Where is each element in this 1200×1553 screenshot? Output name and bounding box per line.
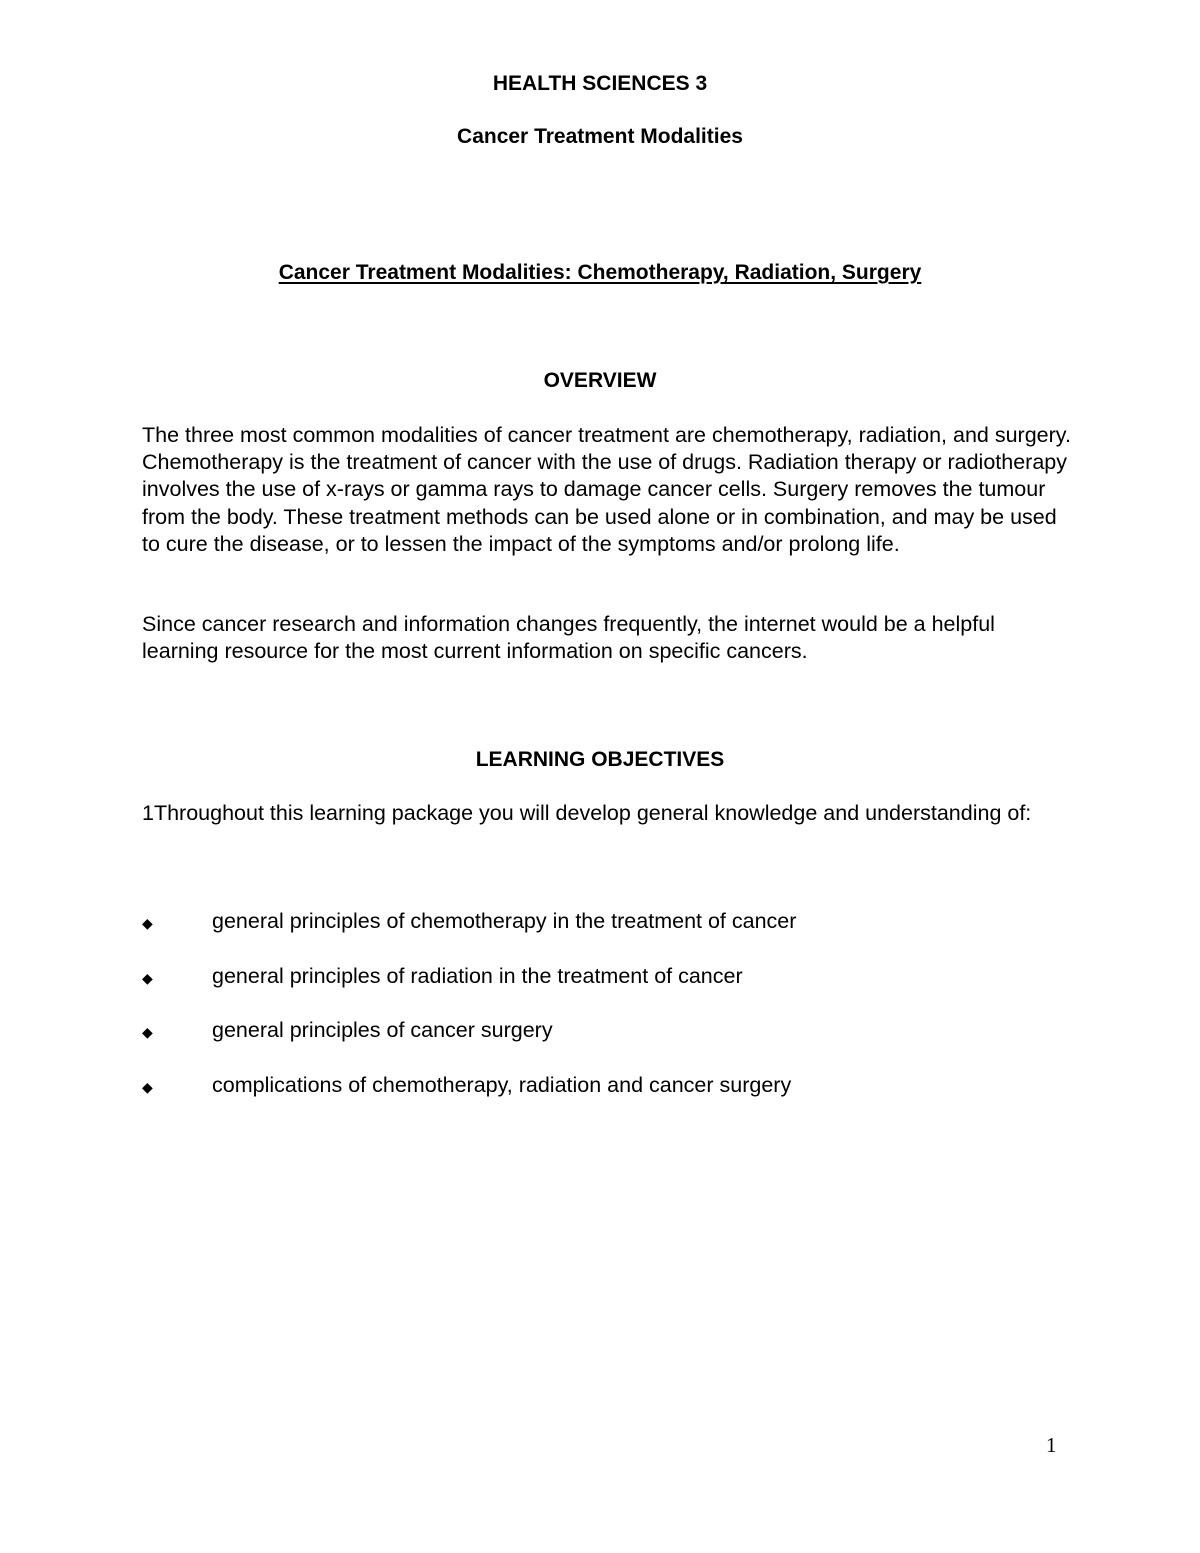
overview-paragraph: The three most common modalities of cancer treatment are chemotherapy, radiation, and surgery. Chemotherapy is the treatment of cancer with the use of drugs. Radiation therapy or radiotherapy involves the use of x-rays or gamma rays to damage cancer cells. Surgery removes the tumour from the body. These treatment methods can be used alone or in combination, and may be used to cure the disease, or to lessen the impact of the symptoms and/or prolong life. [142,423,1071,556]
diamond-bullet-icon: ◆ [142,970,153,987]
section-title: Cancer Treatment Modalities: Chemotherapy, Radiation, Surgery [278,261,922,284]
course-title: HEALTH SCIENCES 3 [492,72,708,95]
learning-objectives-list [142,908,1092,1126]
list-item-text: general principles of cancer surgery [212,1018,553,1042]
list-item [142,908,1092,935]
overview-heading: OVERVIEW [543,369,657,392]
diamond-bullet-icon: ◆ [142,1079,153,1096]
list-item-text: general principles of chemotherapy in the treatment of cancer [212,909,797,933]
list-item [142,963,1092,990]
diamond-bullet-icon: ◆ [142,916,153,932]
diamond-bullet-icon: ◆ [142,1025,153,1041]
learning-objectives-heading: LEARNING OBJECTIVES [475,748,725,771]
overview-paragraph: Since cancer research and information changes frequently, the internet would be a helpful learning resource for the most current information on specific cancers. [142,612,995,664]
list-item-text: complications of chemotherapy, radiation and cancer surgery [212,1072,792,1097]
unit-title: Cancer Treatment Modalities [457,125,743,148]
list-item [142,1072,1092,1099]
page-number: 1 [1046,1433,1057,1457]
list-item-text: general principles of radiation in the treatment of cancer [212,963,743,988]
learning-objectives-intro: 1Throughout this learning package you will develop general knowledge and understanding of: [142,801,1032,825]
list-item [142,1017,1092,1044]
